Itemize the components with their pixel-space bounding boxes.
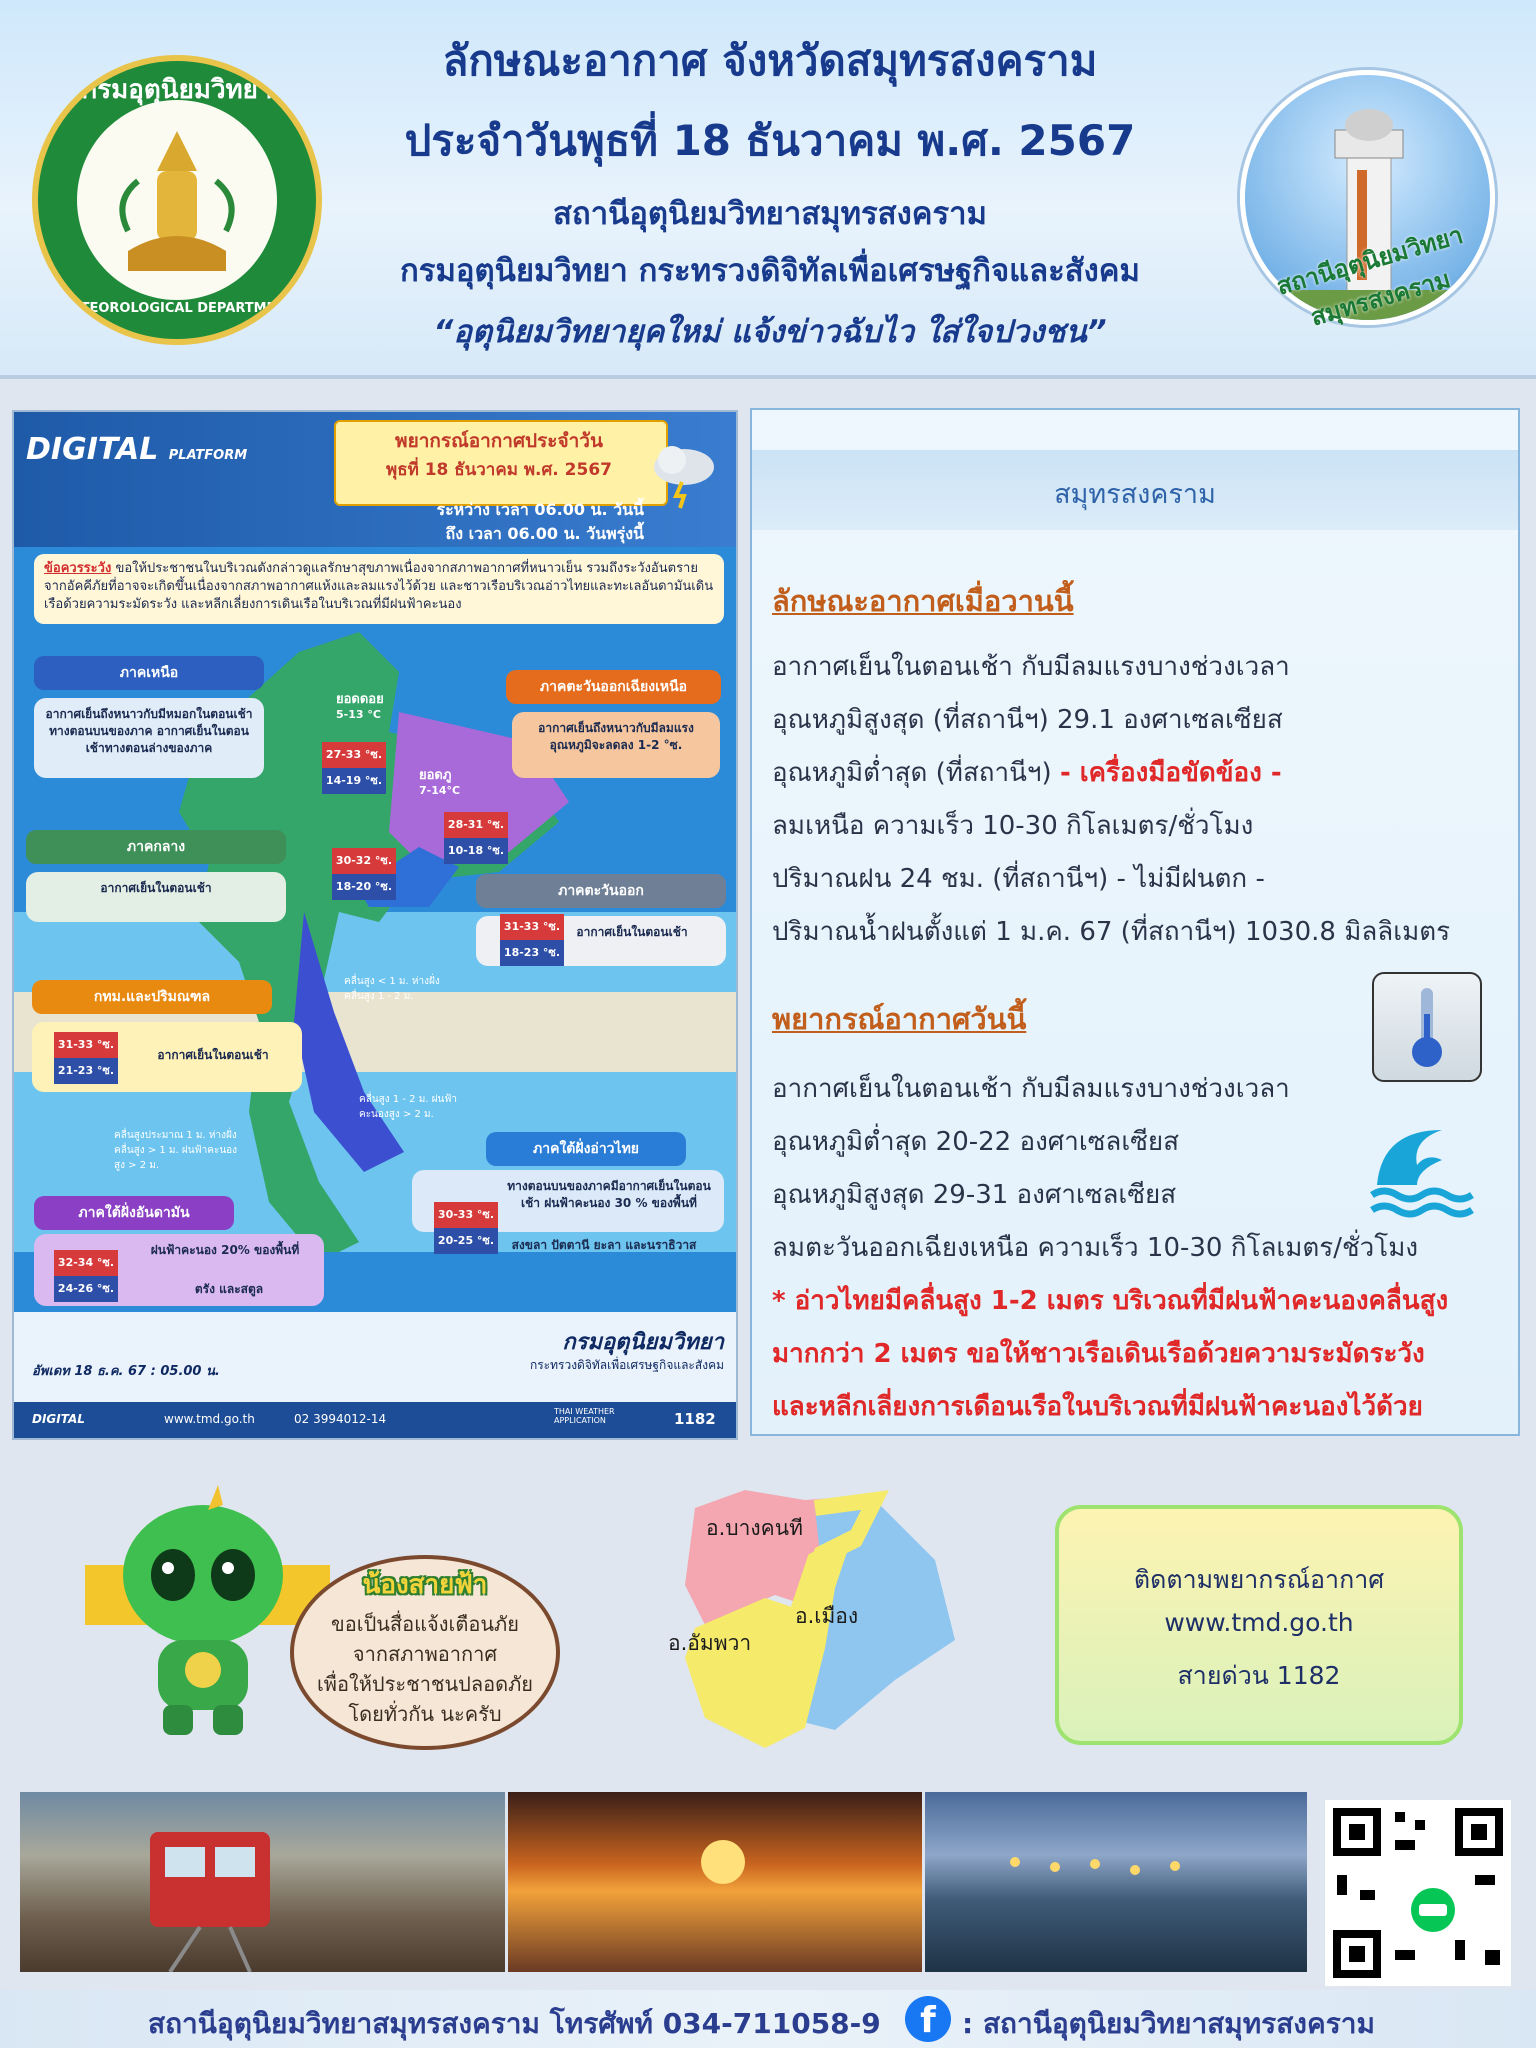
- south-andaman-temp-low: 24-26 °ซ.: [54, 1276, 118, 1302]
- south-andaman-temp-high: 32-34 °ซ.: [54, 1250, 118, 1276]
- central-temp-high: 30-32 °ซ.: [332, 848, 396, 874]
- yesterday-line-4: ลมเหนือ ความเร็ว 10-30 กิโลเมตร/ชั่วโมง: [772, 811, 1254, 841]
- logo-english-text: METEOROLOGICAL DEPARTMENT: [58, 301, 296, 316]
- bangkok-temp-high: 31-33 °ซ.: [54, 1032, 118, 1058]
- footer-contact: สถานีอุตุนิยมวิทยาสมุทรสงคราม โทรศัพท์ 034-711058-9: [148, 2007, 881, 2040]
- region-northeast-head: ภาคตะวันออกเฉียงเหนือ: [506, 670, 721, 704]
- region-north-text: อากาศเย็นถึงหนาวกับมีหมอกในตอนเช้าทางตอนบนของภาค อากาศเย็นในตอนเช้าทางตอนล่างของภาค: [34, 698, 264, 778]
- region-south-gulf-head: ภาคใต้ฝั่งอ่าวไทย: [486, 1132, 686, 1166]
- station-name: สถานีอุตุนิยมวิทยาสมุทรสงคราม: [553, 196, 987, 232]
- digital-platform-logo: [26, 432, 247, 467]
- page-title: ลักษณะอากาศ จังหวัดสมุทรสงคราม: [442, 36, 1098, 85]
- facebook-icon[interactable]: f: [905, 1996, 951, 2042]
- central-temp-low: 18-20 °ซ.: [332, 874, 396, 900]
- region-bangkok-text: อากาศเย็นในตอนเช้า: [32, 1022, 302, 1092]
- sea-warning-line-1: * อ่าวไทยมีคลื่นสูง 1-2 เมตร บริเวณที่มีฝนฟ้าคะนองคลื่นสูง: [772, 1286, 1449, 1316]
- wave-andaman: คลื่นสูงประมาณ 1 ม. ห่างฝั่งคลื่นสูง > 1 ม. ฝนฟ้าคะนองสูง > 2 ม.: [114, 1130, 238, 1171]
- infographic-updated: อัพเดท 18 ธ.ค. 67 : 05.00 น.: [32, 1364, 220, 1379]
- region-south-andaman-text: ฝนฟ้าคะนอง 20% ของพื้นที่: [34, 1234, 324, 1306]
- follow-line-1: ติดตามพยากรณ์อากาศ: [1133, 1565, 1385, 1594]
- thermometer-icon: [1372, 972, 1482, 1082]
- region-east-text: อากาศเย็นในตอนเช้า: [476, 916, 726, 966]
- infographic-title: พยากรณ์อากาศประจำวัน: [395, 430, 603, 452]
- forecast-infographic: [12, 410, 738, 1440]
- mascot-robot-icon: [88, 1480, 318, 1740]
- region-central-head: ภาคกลาง: [26, 830, 286, 864]
- region-bangkok-head: กทม.และปริมณฑล: [32, 980, 272, 1014]
- forecast-text-panel: [750, 408, 1520, 1436]
- south-gulf-temp-low: 20-25 °ซ.: [434, 1228, 498, 1254]
- tower-caption: สถานีอุตุนิยมวิทยาสมุทรสงคราม: [1273, 220, 1466, 332]
- storm-cloud-icon: [644, 432, 724, 512]
- province-title: สมุทรสงคราม: [1054, 479, 1216, 510]
- yesterday-line-5: ปริมาณฝน 24 ชม. (ที่สถานีฯ) - ไม่มีฝนตก -: [772, 864, 1265, 894]
- qr-code-icon: [1325, 1800, 1511, 1986]
- bottom-phone: 02 3994012-14: [294, 1412, 387, 1426]
- slogan: “อุตุนิยมวิทยายุคใหม่ แจ้งข่าวฉับไว ใส่ใจปวงชน”: [433, 314, 1107, 350]
- photo-sunset-coast: [508, 1792, 922, 1972]
- wave-gulf-upper: คลื่นสูง < 1 ม. ห่างฝั่งคลื่นสูง 1 - 2 ม.: [344, 976, 440, 1002]
- department-name: กรมอุตุนิยมวิทยา กระทรวงดิจิทัลเพื่อเศรษฐกิจและสังคม: [400, 253, 1140, 289]
- infographic-footer-sub: กระทรวงดิจิทัลเพื่อเศรษฐกิจและสังคม: [529, 1358, 724, 1372]
- northeast-temp-high: 28-31 °ซ.: [444, 812, 508, 838]
- north-temp-high: 27-33 °ซ.: [322, 742, 386, 768]
- warning-text: ขอให้ประชาชนในบริเวณดังกล่าวดูแลรักษาสุขภาพเนื่องจากสภาพอากาศที่หนาวเย็น รวมถึงระวังอันตรายจากอัคคีภัยที่อาจจะเกิดขึ้นเนื่องจากสภาพอากาศแห้งและลมแรงไว้ด้วย และชาวเรือบริเวณอ่าวไทยและทะเลอันดามันเดินเรือด้วยความระมัดระวัง และหลีกเลี่ยงการเดินเรือในบริเวณที่มีฝนฟ้าคะนอง: [44, 561, 714, 612]
- northeast-peak-label: ยอดภู: [419, 768, 452, 783]
- forecast-period-start: ระหว่าง เวลา 06.00 น. วันนี้: [436, 500, 644, 519]
- train-icon: [20, 1792, 505, 1972]
- today-line-3: อุณหภูมิสูงสุด 29-31 องศาเซลเซียส: [772, 1180, 1177, 1210]
- photo-railway-market: [20, 1792, 505, 1972]
- north-temp-low: 14-19 °ซ.: [322, 768, 386, 794]
- page-date: ประจำวันพุธที่ 18 ธันวาคม พ.ศ. 2567: [404, 116, 1136, 165]
- region-south-gulf-text: ทางตอนบนของภาคมีอากาศเย็นในตอนเช้า ฝนฟ้าคะนอง 30 % ของพื้นที่: [412, 1170, 724, 1232]
- line-qr-code[interactable]: [1325, 1800, 1511, 1986]
- yesterday-line-3: [772, 752, 1282, 793]
- forecast-period-end: ถึง เวลา 06.00 น. วันพรุ่งนี้: [445, 524, 644, 543]
- follow-hotline: สายด่วน 1182: [1177, 1661, 1341, 1690]
- footer-facebook-page[interactable]: : สถานีอุตุนิยมวิทยาสมุทรสงคราม: [962, 2007, 1375, 2040]
- mascot-line-4: โดยทั่วกัน นะครับ: [348, 1702, 502, 1726]
- bottom-app: THAI WEATHER APPLICATION: [554, 1407, 615, 1425]
- yesterday-line-6: ปริมาณน้ำฝนตั้งแต่ 1 ม.ค. 67 (ที่สถานีฯ) 1030.8 มิลลิเมตร: [772, 917, 1451, 947]
- bottom-hotline: 1182: [674, 1410, 716, 1428]
- region-central-text: อากาศเย็นในตอนเช้า: [26, 872, 286, 922]
- north-peak-label: ยอดดอย: [336, 692, 384, 707]
- warning-label: ข้อควรระวัง: [44, 561, 112, 576]
- wave-gulf-lower: คลื่นสูง 1 - 2 ม. ฝนฟ้าคะนองสูง > 2 ม.: [359, 1094, 458, 1120]
- yesterday-line-1: อากาศเย็นในตอนเช้า กับมีลมแรงบางช่วงเวลา: [772, 652, 1290, 682]
- north-peak-temp: 5-13 °C: [336, 708, 381, 721]
- south-gulf-area: สงขลา ปัตตานี ยะลา และนราธิวาส: [511, 1238, 697, 1252]
- region-northeast-text: อากาศเย็นถึงหนาวกับมีลมแรง อุณหภูมิจะลดลง 1-2 °ซ.: [512, 712, 720, 778]
- region-north-head: ภาคเหนือ: [34, 656, 264, 690]
- region-south-andaman-head: ภาคใต้ฝั่งอันดามัน: [34, 1196, 234, 1230]
- district-bangkhonthi-label: อ.บางคนที: [706, 1516, 803, 1540]
- mascot-name: น้องสายฟ้า: [362, 1570, 488, 1600]
- follow-website-link[interactable]: www.tmd.go.th: [1164, 1608, 1354, 1637]
- photo-floating-market: [925, 1792, 1307, 1972]
- district-amphawa-label: อ.อัมพวา: [668, 1631, 752, 1655]
- mascot-line-2: จากสภาพอากาศ: [352, 1642, 498, 1666]
- instrument-fault-text: - เครื่องมือขัดข้อง -: [1059, 758, 1282, 788]
- sun-icon: [508, 1792, 922, 1972]
- today-line-1: อากาศเย็นในตอนเช้า กับมีลมแรงบางช่วงเวลา: [772, 1074, 1290, 1104]
- platform-text: DIGITAL: [26, 432, 159, 467]
- sea-warning-line-3: และหลีกเลี่ยงการเดือนเรือในบริเวณที่มีฝนฟ้าคะนองไว้ด้วย: [772, 1392, 1423, 1422]
- region-east-head: ภาคตะวันออก: [476, 874, 726, 908]
- bottom-web[interactable]: www.tmd.go.th: [164, 1412, 255, 1426]
- mascot-line-1: ขอเป็นสื่อแจ้งเตือนภัย: [331, 1612, 519, 1636]
- infographic-date: พุธที่ 18 ธันวาคม พ.ศ. 2567: [385, 460, 612, 480]
- south-andaman-area: ตรัง และสตูล: [194, 1282, 264, 1296]
- yesterday-line-2: อุณหภูมิสูงสุด (ที่สถานีฯ) 29.1 องศาเซลเซียส: [772, 705, 1283, 735]
- lanterns-icon: [925, 1792, 1307, 1972]
- mascot-line-3: เพื่อให้ประชาชนปลอดภัย: [316, 1672, 534, 1696]
- infographic-footer-title: กรมอุตุนิยมวิทยา: [562, 1330, 724, 1355]
- min-temp-label: อุณหภูมิต่ำสุด (ที่สถานีฯ): [772, 758, 1060, 788]
- sea-warning-line-2: มากกว่า 2 เมตร ขอให้ชาวเรือเดินเรือด้วยความระมัดระวัง: [772, 1339, 1425, 1369]
- platform-sub-text: PLATFORM: [168, 448, 248, 463]
- bangkok-temp-low: 21-23 °ซ.: [54, 1058, 118, 1084]
- today-line-2: อุณหภูมิต่ำสุด 20-22 องศาเซลเซียส: [772, 1127, 1179, 1157]
- east-temp-low: 18-23 °ซ.: [500, 940, 564, 966]
- east-temp-high: 31-33 °ซ.: [500, 914, 564, 940]
- south-gulf-temp-high: 30-33 °ซ.: [434, 1202, 498, 1228]
- logo-thai-text: กรมอุตุนิยมวิทยา: [81, 75, 273, 105]
- tmd-logo: [32, 55, 322, 345]
- yesterday-heading: ลักษณะอากาศเมื่อวานนี้: [772, 584, 1074, 618]
- today-line-4: ลมตะวันออกเฉียงเหนือ ความเร็ว 10-30 กิโลเมตร/ชั่วโมง: [772, 1233, 1419, 1263]
- today-heading: พยากรณ์อากาศวันนี้: [772, 1002, 1027, 1036]
- northeast-peak-temp: 7-14°C: [419, 784, 461, 797]
- wave-icon: [1362, 1110, 1482, 1220]
- district-mueang-label: อ.เมือง: [795, 1604, 859, 1628]
- bottom-platform: DIGITAL: [32, 1412, 85, 1426]
- northeast-temp-low: 10-18 °ซ.: [444, 838, 508, 864]
